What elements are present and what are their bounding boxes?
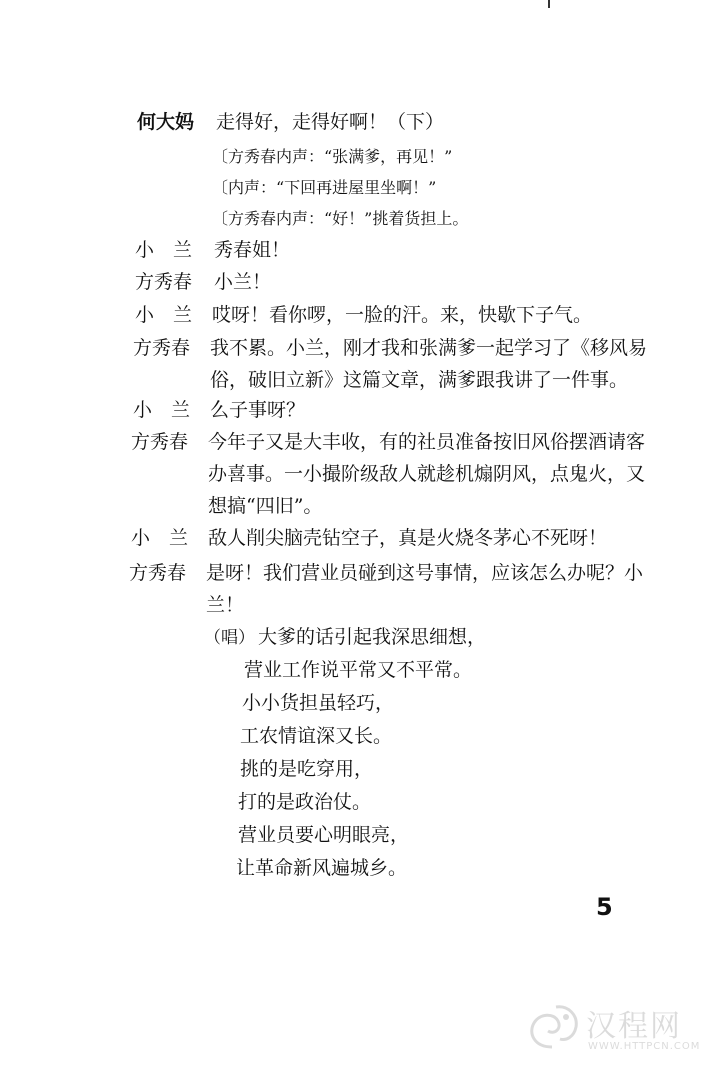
- dialogue-line: 是呀！我们营业员碰到这号事情，应该怎么办呢？小: [206, 562, 644, 584]
- song-line: 挑的是吃穿用，: [240, 758, 374, 780]
- dialogue-line: 么子事呀？: [210, 399, 306, 421]
- speaker-name: 方秀春: [133, 337, 191, 359]
- stage-direction: 〔方秀春内声：“张满爹，再见！”: [212, 147, 453, 166]
- sing-marker: （唱）: [204, 628, 255, 648]
- watermark-url: WWW.HTTPCN.COM: [588, 1041, 701, 1052]
- song-line: 营业工作说平常又不平常。: [244, 659, 473, 681]
- dialogue-line: 小兰！: [214, 271, 272, 293]
- site-watermark: [522, 995, 702, 1065]
- speaker-name: 小 兰: [135, 239, 193, 261]
- song-line: 营业员要心明眼亮，: [238, 824, 410, 846]
- dialogue-line: 兰！: [206, 594, 245, 616]
- dialogue-line: 我不累。小兰，刚才我和张满爹一起学习了《移风易: [210, 337, 648, 359]
- dialogue-line: 敌人削尖脑壳钻空子，真是火烧冬茅心不死呀！: [208, 527, 608, 549]
- speaker-name: 方秀春: [131, 431, 189, 453]
- speaker-name: 小 兰: [135, 304, 193, 326]
- swirl-logo-icon: [522, 995, 584, 1057]
- dialogue-line: 办喜事。一小撮阶级敌人就趁机煽阴风，点鬼火，又: [208, 463, 646, 485]
- speaker-name: 何大妈: [137, 111, 195, 133]
- stage-direction: 〔内声：“下回再进屋里坐啊！”: [212, 178, 437, 197]
- song-line: 大爹的话引起我深思细想，: [258, 626, 487, 648]
- dialogue-line: 今年子又是大丰收，有的社员准备按旧风俗摆酒请客: [208, 431, 646, 453]
- top-edge-mark: [548, 0, 550, 8]
- dialogue-line: 走得好，走得好啊！（下）: [216, 111, 445, 133]
- dialogue-line: 秀春姐！: [214, 239, 291, 261]
- song-line: 打的是政治仗。: [238, 791, 372, 813]
- speaker-name: 小 兰: [131, 527, 189, 549]
- watermark-brand: 汉程网: [586, 1009, 682, 1044]
- speaker-name: 方秀春: [135, 271, 193, 293]
- dialogue-line: 想搞“四旧”。: [208, 495, 323, 517]
- speaker-name: 方秀春: [129, 562, 187, 584]
- dialogue-line: 哎呀！看你啰，一脸的汗。来，快歇下子气。: [212, 304, 593, 326]
- stage-direction: 〔方秀春内声：“好！”挑着货担上。: [212, 209, 469, 228]
- speaker-name: 小 兰: [133, 399, 191, 421]
- song-line: 工农情谊深又长。: [240, 725, 393, 747]
- dialogue-line: 俗，破旧立新》这篇文章，满爹跟我讲了一件事。: [210, 369, 629, 391]
- song-line: 小小货担虽轻巧，: [242, 692, 395, 714]
- page-number: 5: [596, 893, 613, 921]
- song-line: 让革命新风遍城乡。: [236, 857, 408, 879]
